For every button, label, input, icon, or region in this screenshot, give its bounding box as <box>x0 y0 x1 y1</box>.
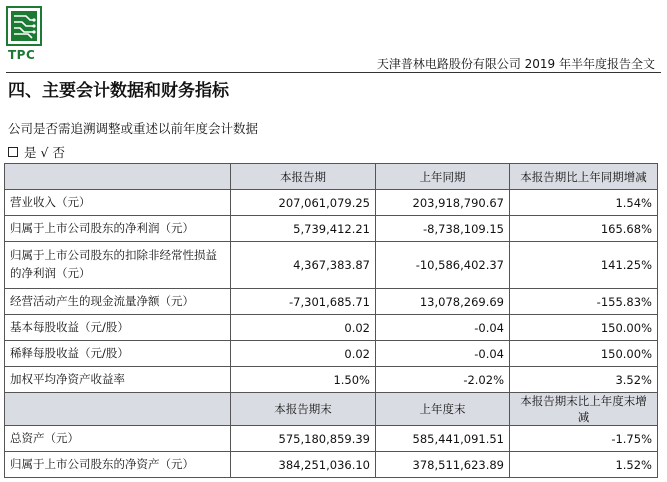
table-row <box>5 367 658 393</box>
prior-value: 203,918,790.67 <box>376 190 510 216</box>
change-value: -155.83% <box>510 289 658 315</box>
current-value: 384,251,036.10 <box>231 452 376 478</box>
prior-value: 13,078,269.69 <box>376 289 510 315</box>
column-header: 本报告期比上年同期增减 <box>510 164 658 190</box>
logo-text: TPC <box>8 48 36 62</box>
current-value: 575,180,859.39 <box>231 426 376 452</box>
company-logo <box>6 6 46 60</box>
checkmark-icon: √ <box>40 144 49 160</box>
column-header: 本报告期 <box>231 164 376 190</box>
prior-value: -10,586,402.37 <box>376 242 510 289</box>
current-value: 4,367,383.87 <box>231 242 376 289</box>
current-value: 0.02 <box>231 315 376 341</box>
row-label: 营业收入（元） <box>5 190 231 216</box>
row-label: 加权平均净资产收益率 <box>5 367 231 393</box>
prior-value: -0.04 <box>376 315 510 341</box>
table-row <box>5 315 658 341</box>
change-value: -1.75% <box>510 426 658 452</box>
report-header: 天津普林电路股份有限公司 2019 年半年度报告全文 <box>376 57 655 71</box>
prior-value: 378,511,623.89 <box>376 452 510 478</box>
row-label: 归属于上市公司股东的净利润（元） <box>5 216 231 242</box>
current-value: -7,301,685.71 <box>231 289 376 315</box>
current-value: 207,061,079.25 <box>231 190 376 216</box>
change-value: 150.00% <box>510 341 658 367</box>
change-value: 141.25% <box>510 242 658 289</box>
prior-value: -2.02% <box>376 367 510 393</box>
row-label: 总资产（元） <box>5 426 231 452</box>
row-label: 稀释每股收益（元/股） <box>5 341 231 367</box>
table-header-row <box>5 393 658 426</box>
table-row <box>5 216 658 242</box>
change-value: 150.00% <box>510 315 658 341</box>
row-label: 基本每股收益（元/股） <box>5 315 231 341</box>
row-label: 经营活动产生的现金流量净额（元） <box>5 289 231 315</box>
prior-value: -0.04 <box>376 341 510 367</box>
table-row <box>5 242 658 289</box>
restatement-answer <box>8 143 65 161</box>
change-value: 165.68% <box>510 216 658 242</box>
no-label: 否 <box>52 145 65 160</box>
yes-checkbox-icon <box>8 147 18 157</box>
table-row <box>5 190 658 216</box>
header-divider <box>6 72 661 73</box>
circuit-logo-icon <box>6 6 42 46</box>
table-row <box>5 452 658 478</box>
table-row <box>5 426 658 452</box>
column-header: 上年度末 <box>376 393 510 426</box>
column-header: 本报告期末 <box>231 393 376 426</box>
column-header: 上年同期 <box>376 164 510 190</box>
current-value: 5,739,412.21 <box>231 216 376 242</box>
table-row <box>5 289 658 315</box>
prior-value: 585,441,091.51 <box>376 426 510 452</box>
current-value: 1.50% <box>231 367 376 393</box>
restatement-question: 公司是否需追溯调整或重述以前年度会计数据 <box>8 121 259 136</box>
row-label: 归属于上市公司股东的扣除非经常性损益的净利润（元） <box>5 242 231 289</box>
current-value: 0.02 <box>231 341 376 367</box>
yes-label: 是 <box>24 145 37 160</box>
header-blank-cell <box>5 393 231 426</box>
change-value: 1.54% <box>510 190 658 216</box>
change-value: 1.52% <box>510 452 658 478</box>
header-blank-cell <box>5 164 231 190</box>
change-value: 3.52% <box>510 367 658 393</box>
column-header: 本报告期末比上年度末增减 <box>510 393 658 426</box>
prior-value: -8,738,109.15 <box>376 216 510 242</box>
financial-indicators-table <box>4 163 658 478</box>
section-title: 四、主要会计数据和财务指标 <box>8 81 229 101</box>
row-label: 归属于上市公司股东的净资产（元） <box>5 452 231 478</box>
table-header-row <box>5 164 658 190</box>
table-row <box>5 341 658 367</box>
